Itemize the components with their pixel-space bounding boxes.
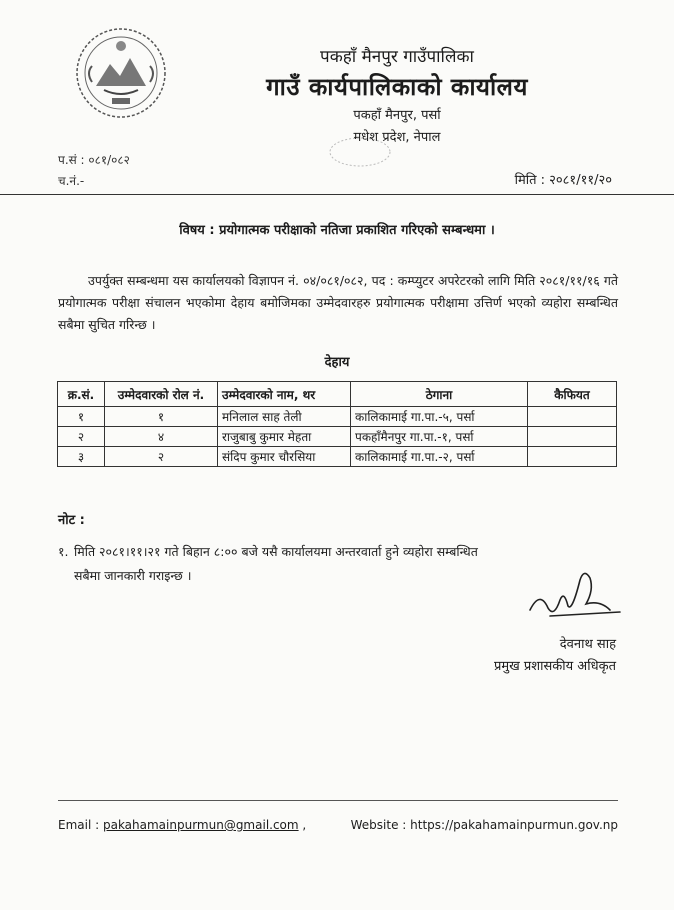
header-divider	[0, 194, 674, 195]
cell-sn: ३	[58, 447, 105, 467]
cell-name: राजुबाबु कुमार मेहता	[218, 427, 351, 447]
col-header-remarks: कैफियत	[528, 382, 617, 407]
cell-sn: १	[58, 407, 105, 427]
email-separator: ,	[298, 818, 307, 832]
website-label: Website :	[350, 818, 411, 832]
table-row	[58, 427, 617, 447]
note-item-line-1: मिति २०८१।११।२१ गते बिहान ८:०० बजे यसै कार्यालयमा अन्तरवार्ता हुने व्यहोरा सम्बन्धित	[74, 544, 478, 559]
body-paragraph: उपर्युक्त सम्बन्धमा यस कार्यालयको विज्ञापन नं. ०४/०८१/०८२, पद : कम्प्युटर अपरेटरको लागि मिति २०८१/११/१६ गते प्रयोगात्मक परीक्षा संचालन भएकोमा देहाय बमोजिमका उम्मेदवारहरु प्रयोगात्मक परीक्षामा उत्तिर्ण भएको व्यहोरा सम्बन्धित सबैमा सुचित गरिन्छ ।	[58, 273, 618, 332]
note-item-line-2: सबैमा जानकारी गराइन्छ ।	[74, 568, 192, 583]
cell-remarks	[528, 427, 617, 447]
cell-address: कालिकामाई गा.पा.-५, पर्सा	[351, 407, 528, 427]
table-header-row	[58, 382, 617, 407]
table-heading: देहाय	[324, 355, 350, 370]
results-table	[57, 381, 617, 467]
cell-address: पकहाँमैनपुर गा.पा.-१, पर्सा	[351, 427, 528, 447]
footer	[58, 818, 618, 832]
address-line-2: मधेश प्रदेश, नेपाल	[353, 130, 441, 145]
letter-subject: विषय : प्रयोगात्मक परीक्षाको नतिजा प्रकाशित गरिएको सम्बन्धमा ।	[179, 223, 495, 238]
office-stamp	[320, 132, 400, 172]
email-link[interactable]: pakahamainpurmun@gmail.com	[102, 818, 299, 832]
handwritten-signature	[510, 560, 630, 630]
office-name: गाउँ कार्यपालिकाको कार्यालय	[266, 73, 528, 101]
cell-name: मनिलाल साह तेली	[218, 407, 351, 427]
cell-address: कालिकामाई गा.पा.-२, पर्सा	[351, 447, 528, 467]
table-row	[58, 447, 617, 467]
signatory-name: देवनाथ साह	[559, 637, 616, 652]
patra-sankhya: प.सं : ०८१/०८२	[58, 153, 130, 167]
cell-remarks	[528, 447, 617, 467]
website	[351, 818, 618, 832]
col-header-address: ठेगाना	[351, 382, 528, 407]
col-header-roll: उम्मेदवारको रोल नं.	[105, 382, 218, 407]
email-label: Email :	[58, 818, 103, 832]
col-header-name: उम्मेदवारको नाम, थर	[218, 382, 351, 407]
cell-name: संदिप कुमार चौरसिया	[218, 447, 351, 467]
letter-date: मिति : २०८१/११/२०	[514, 173, 612, 188]
website-link[interactable]: https://pakahamainpurmun.gov.np	[410, 818, 618, 832]
table-row	[58, 407, 617, 427]
cell-roll: २	[105, 447, 218, 467]
cell-sn: २	[58, 427, 105, 447]
signatory-title: प्रमुख प्रशासकीय अधिकृत	[493, 659, 616, 674]
cell-roll: ४	[105, 427, 218, 447]
address-line-1: पकहाँ मैनपुर, पर्सा	[353, 108, 441, 123]
municipality-name: पकहाँ मैनपुर गाउँपालिका	[320, 47, 474, 67]
cell-roll: १	[105, 407, 218, 427]
chalani-number: च.नं.-	[58, 174, 85, 188]
col-header-sn: क्र.सं.	[58, 382, 105, 407]
cell-remarks	[528, 407, 617, 427]
note-heading: नोट :	[58, 513, 85, 528]
footer-divider	[58, 800, 618, 801]
note-item-number: १.	[58, 544, 69, 559]
